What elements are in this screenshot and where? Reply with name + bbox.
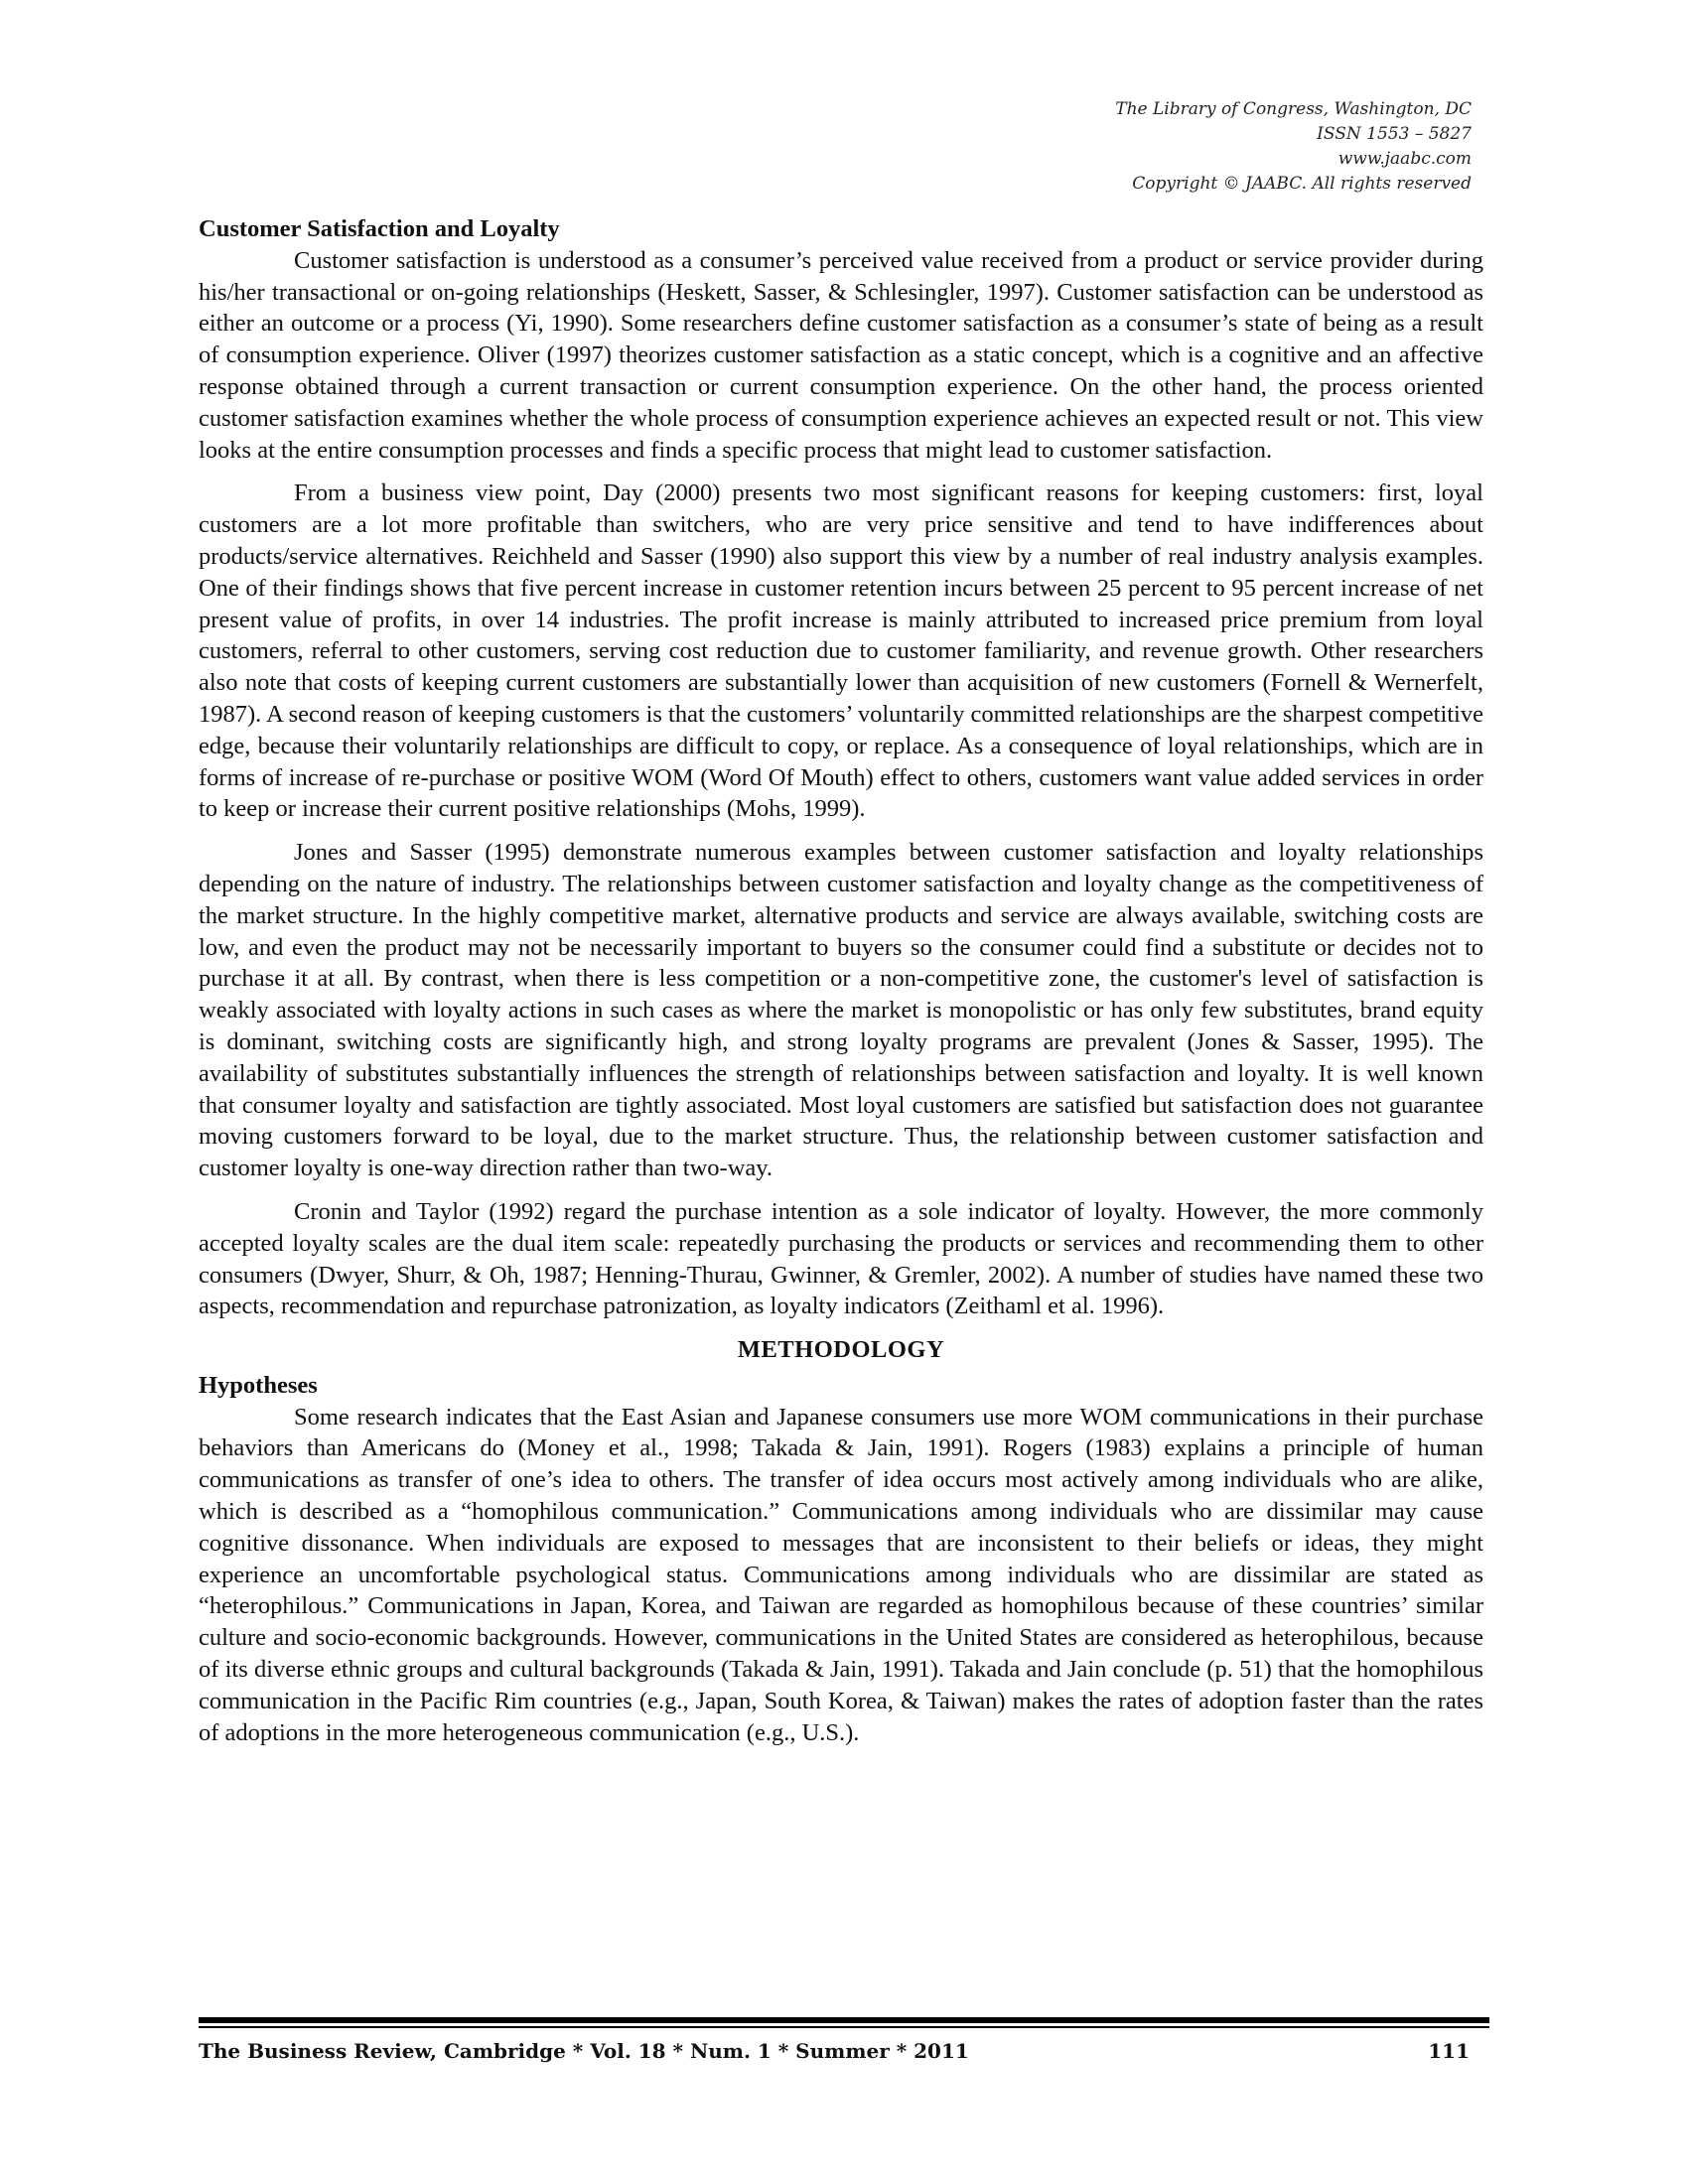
footer-divider-thick <box>199 2017 1489 2023</box>
body-paragraph: Some research indicates that the East Asian and Japanese consumers use more WOM communications in their purchase behaviors than Americans do (Money et al., 1998; Takada & Jain, 1991). Rogers (1983) explains a principle of human communications as transfer of one’s idea to others. The transfer of idea occurs most actively among individuals who are alike, which is described as a “homophilous communication.” Communications among individuals who are dissimilar may cause cognitive dissonance. When individuals are exposed to messages that are inconsistent to their beliefs or ideas, they might experience an uncomfortable psychological status. Communications among individuals who are dissimilar are stated as “heterophilous.” Communications in Japan, Korea, and Taiwan are regarded as homophilous because of these countries’ similar culture and socio-economic backgrounds. However, communications in the United States are considered as heterophilous, because of its diverse ethnic groups and cultural backgrounds (Takada & Jain, 1991). Takada and Jain conclude (p. 51) that the homophilous communication in the Pacific Rim countries (e.g., Japan, South Korea, & Taiwan) makes the rates of adoption faster than the rates of adoptions in the more heterogeneous communication (e.g., U.S.). <box>199 1403 1483 1746</box>
section-heading-methodology: METHODOLOGY <box>737 1336 945 1364</box>
running-header <box>876 97 1472 197</box>
body-paragraph: Cronin and Taylor (1992) regard the purchase intention as a sole indicator of loyalty. However, the more commonly accepted loyalty scales are the dual item scale: repeatedly purchasing the products or services and recommending them to other consumers (Dwyer, Shurr, & Oh, 1987; Henning-Thurau, Gwinner, & Gremler, 2002). A number of studies have named these two aspects, recommendation and repurchase patronization, as loyalty indicators (Zeithaml et al. 1996). <box>199 1197 1483 1320</box>
subsection-heading-hypotheses: Hypotheses <box>199 1371 318 1399</box>
body-paragraph: Customer satisfaction is understood as a consumer’s perceived value received from a product or service provider during his/her transactional or on-going relationships (Heskett, Sasser, & Schlesingler, 1997). Customer satisfaction can be understood as either an outcome or a process (Yi, 1990). Some researchers define customer satisfaction as a consumer’s state of being as a result of consumption experience. Oliver (1997) theorizes customer satisfaction as a static concept, which is a cognitive and an affective response obtained through a current transaction or current consumption experience. On the other hand, the process oriented customer satisfaction examines whether the whole process of consumption experience achieves an expected result or not. This view looks at the entire consumption processes and finds a specific process that might lead to customer satisfaction. <box>199 246 1483 464</box>
footer-divider-thin <box>199 2026 1489 2028</box>
header-issn-line: ISSN 1553 – 5827 <box>1317 124 1472 144</box>
header-publisher-line: The Library of Congress, Washington, DC <box>1115 99 1472 119</box>
body-paragraph: Jones and Sasser (1995) demonstrate numerous examples between customer satisfaction and loyalty relationships depending on the nature of industry. The relationships between customer satisfaction and loyalty change as the competitiveness of the market structure. In the highly competitive market, alternative products and service are always available, switching costs are low, and even the product may not be necessarily important to buyers so the consumer could find a substitute or decides not to purchase it at all. By contrast, when there is less competition or a non-competitive zone, the customer's level of satisfaction is weakly associated with loyalty actions in such cases as where the market is monopolistic or has only few substitutes, brand equity is dominant, switching costs are significantly high, and strong loyalty programs are prevalent (Jones & Sasser, 1995). The availability of substitutes substantially influences the strength of relationships between satisfaction and loyalty. It is well known that consumer loyalty and satisfaction are tightly associated. Most loyal customers are satisfied but satisfaction does not guarantee moving customers forward to be loyal, due to the market structure. Thus, the relationship between customer satisfaction and customer loyalty is one-way direction rather than two-way. <box>199 839 1483 1182</box>
header-copyright-line: Copyright © JAABC. All rights reserved <box>1132 174 1472 194</box>
footer-page-number: 111 <box>1428 2039 1470 2063</box>
header-website-line: www.jaabc.com <box>1337 149 1472 169</box>
article-body <box>199 213 1483 1760</box>
body-paragraph: From a business view point, Day (2000) presents two most significant reasons for keeping customers: first, loyal customers are a lot more profitable than switchers, who are very price sensitive and tend to have indifferences about products/service alternatives. Reichheld and Sasser (1990) also support this view by a number of real industry analysis examples. One of their findings shows that five percent increase in customer retention incurs between 25 percent to 95 percent increase of net present value of profits, in over 14 industries. The profit increase is mainly attributed to increased price premium from loyal customers, referral to other customers, serving cost reduction due to customer familiarity, and revenue growth. Other researchers also note that costs of keeping current customers are substantially lower than acquisition of new customers (Fornell & Wernerfelt, 1987). A second reason of keeping customers is that the customers’ voluntarily committed relationships are the sharpest competitive edge, because their voluntarily relationships are difficult to copy, or replace. As a consequence of loyal relationships, which are in forms of increase of re-purchase or positive WOM (Word Of Mouth) effect to others, customers want value added services in order to keep or increase their current positive relationships (Mohs, 1999). <box>199 479 1483 823</box>
footer-journal-citation: The Business Review, Cambridge * Vol. 18 * Num. 1 * Summer * 2011 <box>199 2039 969 2063</box>
section-heading-satisfaction-loyalty: Customer Satisfaction and Loyalty <box>199 215 560 242</box>
